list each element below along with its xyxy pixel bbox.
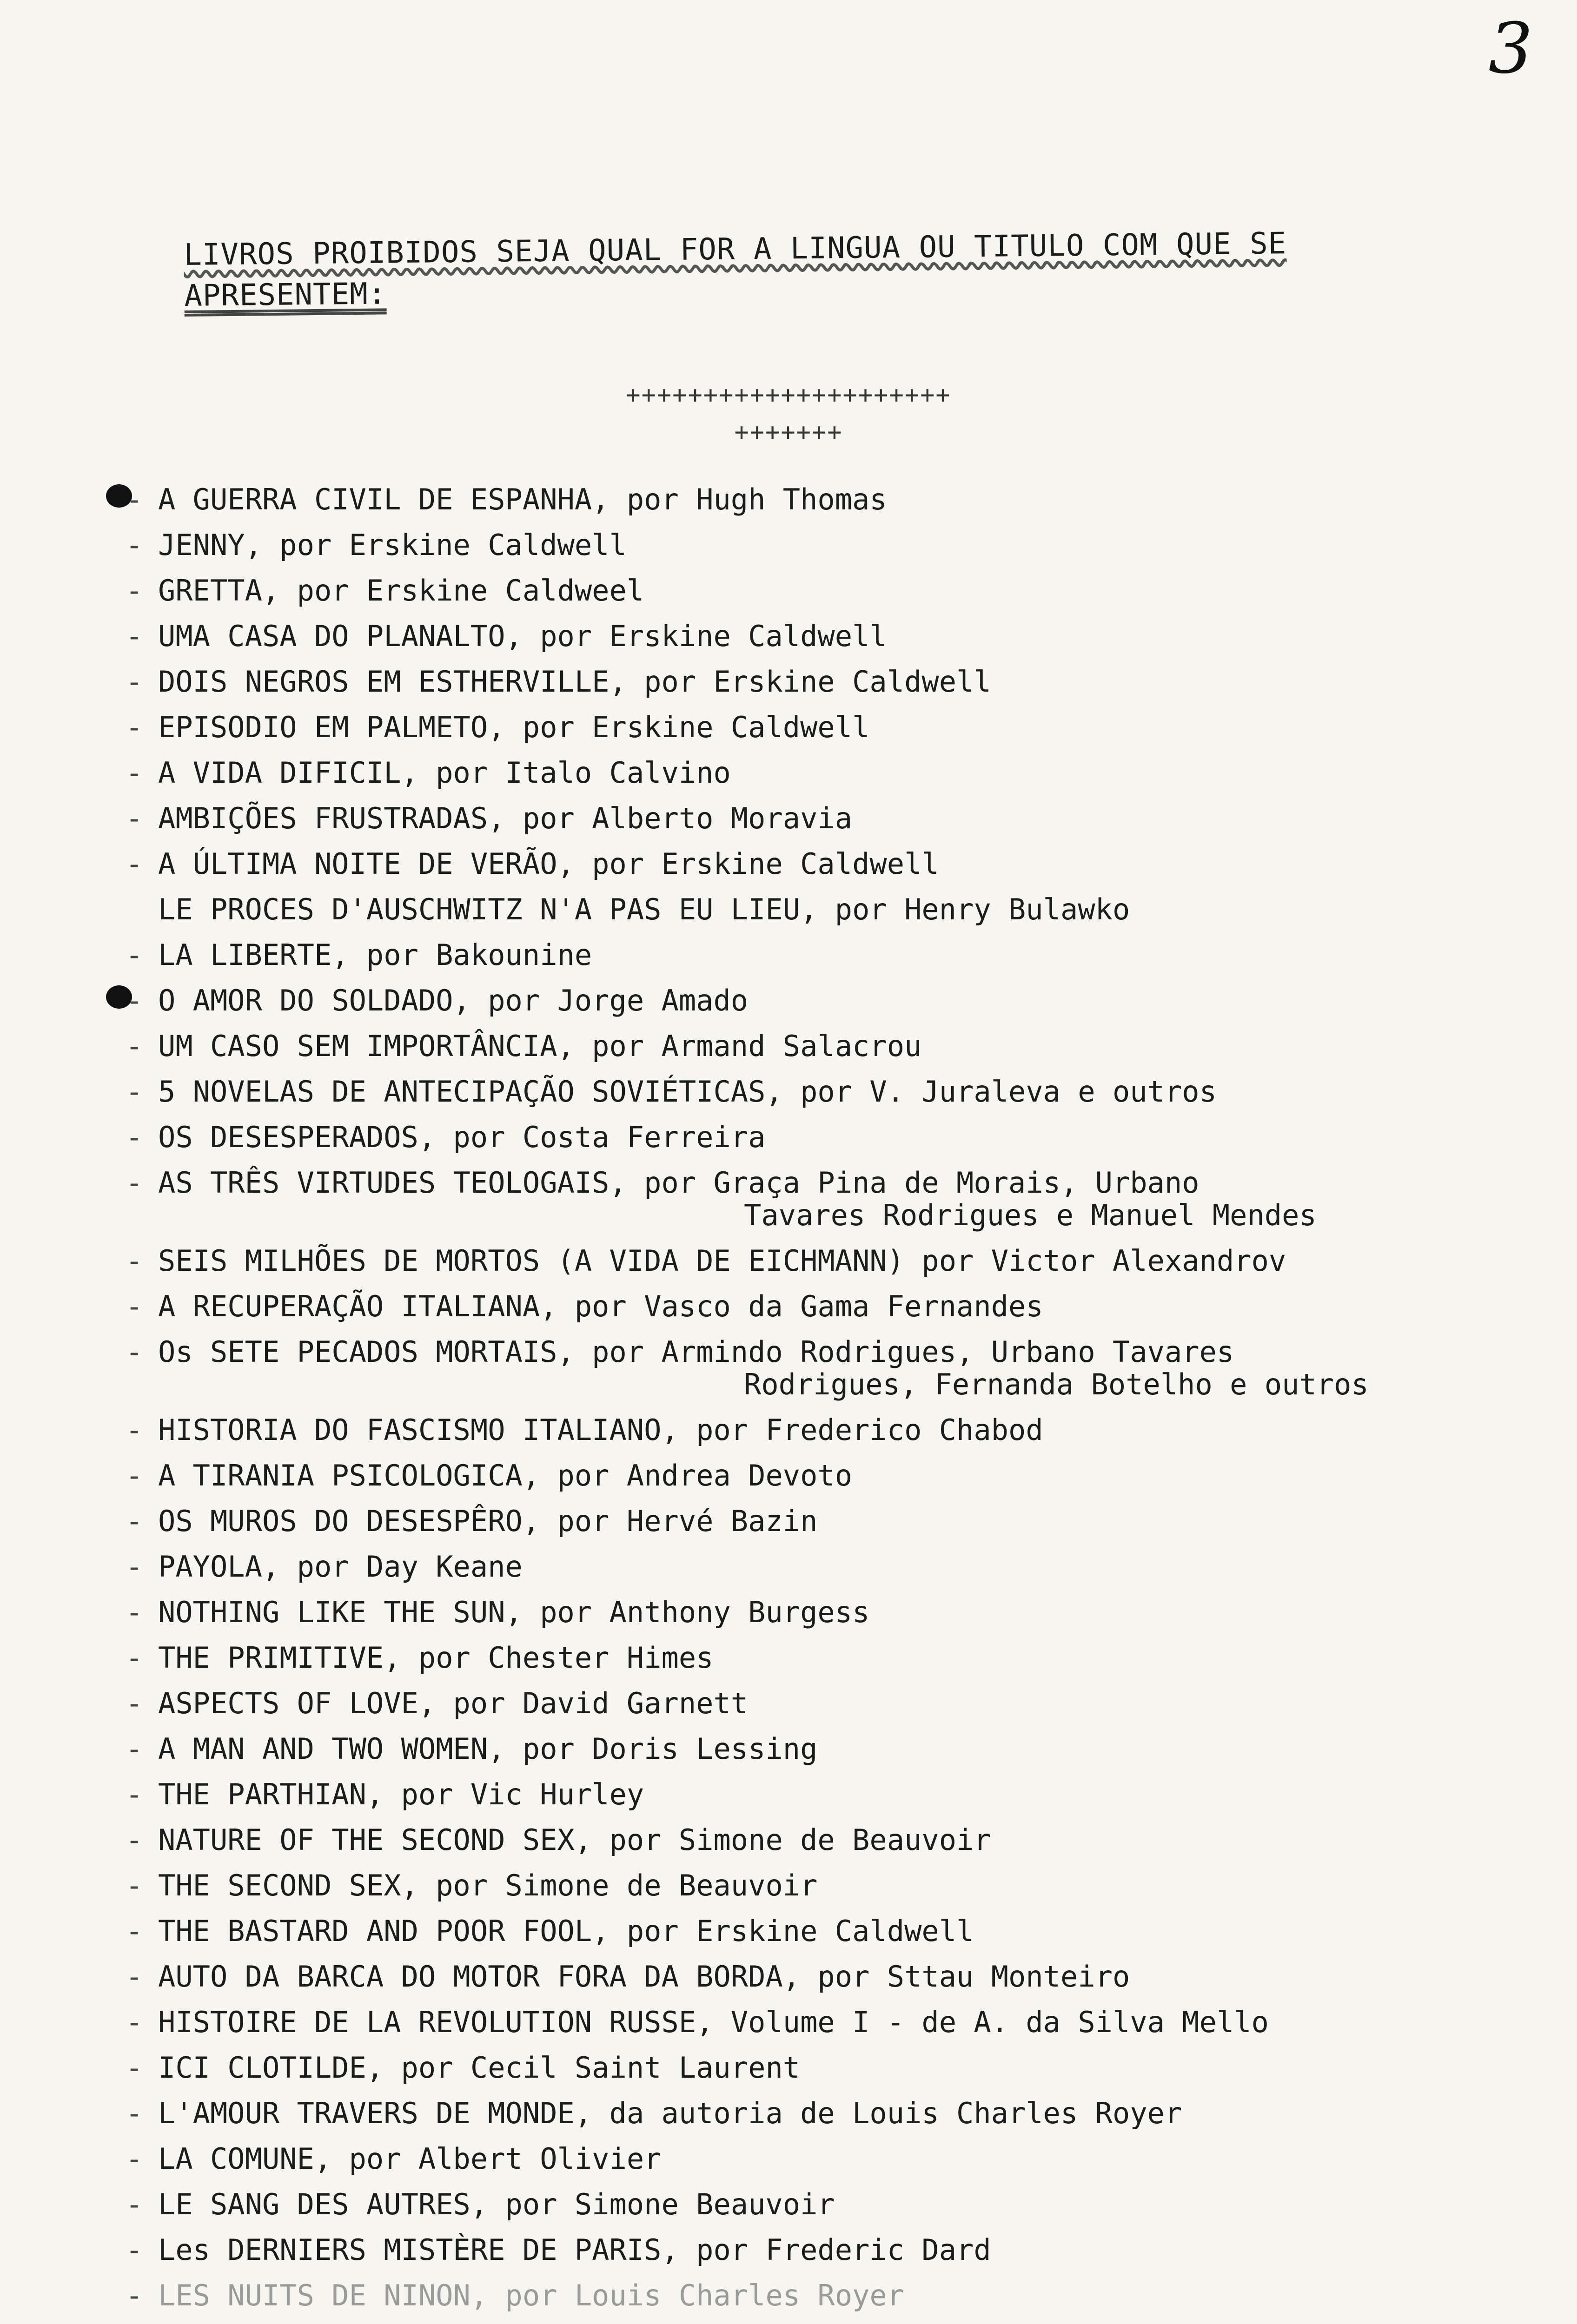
- list-dash-marker: -: [126, 2051, 143, 2085]
- book-entry: [126, 1121, 1474, 1167]
- list-dash-marker: -: [126, 2278, 143, 2312]
- book-entry-text: [158, 756, 731, 790]
- list-dash-marker: -: [126, 1641, 143, 1675]
- book-entry: [126, 1459, 1474, 1505]
- list-dash-marker: -: [126, 1550, 143, 1584]
- book-entry: [126, 1642, 1474, 1687]
- book-entry: [126, 2234, 1474, 2279]
- separator-line-1: +++++++++++++++++++++: [626, 381, 951, 409]
- book-entry: [126, 2143, 1474, 2188]
- book-entry-text: [158, 2096, 1182, 2130]
- book-entry-text: [158, 892, 1130, 926]
- book-entry-text: [158, 2142, 662, 2176]
- book-title-author: NATURE OF THE SECOND SEX, por Simone de Beauvoir: [158, 1823, 991, 1857]
- book-entry-text: [158, 1823, 991, 1857]
- book-title-author: THE SECOND SEX, por Simone de Beauvoir: [158, 1868, 818, 1902]
- book-entry: [126, 1076, 1474, 1121]
- book-authors-continued: Tavares Rodrigues e Manuel Mendes: [744, 1198, 1317, 1232]
- book-entry: [126, 1336, 1474, 1414]
- list-dash-marker: -: [126, 2187, 143, 2221]
- book-entry: [126, 1596, 1474, 1642]
- book-entry-text: [158, 1732, 817, 1766]
- list-dash-marker: -: [126, 1075, 143, 1109]
- book-authors-continued: Rodrigues, Fernanda Botelho e outros: [744, 1367, 1369, 1401]
- book-entry-text: [158, 1289, 1043, 1323]
- book-entry-text: [158, 1413, 1043, 1447]
- book-entry-text: [158, 1960, 1130, 1994]
- book-entry: [126, 1245, 1474, 1290]
- book-entry-text: [158, 2187, 835, 2221]
- book-entry: [126, 1733, 1474, 1778]
- book-entry-text: [158, 2278, 904, 2312]
- book-entry-text: [158, 938, 592, 972]
- book-entry: [126, 1824, 1474, 1869]
- book-title-author: AMBIÇÕES FRUSTRADAS, por Alberto Moravia: [158, 801, 853, 835]
- book-title-author: UMA CASA DO PLANALTO, por Erskine Caldwell: [158, 619, 887, 653]
- list-dash-marker: -: [126, 528, 143, 562]
- list-dash-marker: -: [126, 938, 143, 972]
- list-dash-marker: -: [126, 1413, 143, 1447]
- book-title-author: 5 NOVELAS DE ANTECIPAÇÃO SOVIÉTICAS, por V. Juraleva e outros: [158, 1075, 1217, 1109]
- book-entry-text: [158, 801, 852, 835]
- book-entry: [126, 574, 1474, 620]
- book-entry: [126, 620, 1474, 666]
- page-number: 3: [1488, 8, 1533, 89]
- list-dash-marker: -: [126, 1166, 143, 1200]
- book-entry: [126, 939, 1474, 984]
- book-entry: [126, 529, 1474, 574]
- heading-line-2: APRESENTEM:: [184, 277, 387, 313]
- book-entry-text: [158, 528, 627, 562]
- book-entry-text: [158, 1868, 817, 1902]
- list-dash-marker: -: [126, 2142, 143, 2176]
- book-title-author: HISTORIA DO FASCISMO ITALIANO, por Frederico Chabod: [158, 1413, 1043, 1447]
- book-entry-text: [158, 1550, 523, 1584]
- book-entry-text: [158, 1120, 765, 1154]
- book-title-author: LA COMUNE, por Albert Olivier: [158, 2142, 662, 2176]
- book-entry: [126, 2188, 1474, 2234]
- book-entry: [126, 1869, 1474, 1915]
- list-dash-marker: -: [126, 2096, 143, 2130]
- book-entry: [126, 666, 1474, 711]
- book-title-author: LE SANG DES AUTRES, por Simone Beauvoir: [158, 2187, 835, 2221]
- list-dash-marker: -: [126, 1960, 143, 1994]
- book-entry: [126, 483, 1474, 529]
- list-dash-marker: -: [126, 1504, 143, 1538]
- book-entry-text: [158, 1166, 1474, 1232]
- book-title-author: ICI CLOTILDE, por Cecil Saint Laurent: [158, 2051, 801, 2085]
- book-title-author: HISTOIRE DE LA REVOLUTION RUSSE, Volume I - de A. da Silva Mello: [158, 2005, 1269, 2039]
- book-title-author: LES NUITS DE NINON, por Louis Charles Royer: [158, 2278, 905, 2312]
- book-title-author: OS MUROS DO DESESPÊRO, por Hervé Bazin: [158, 1504, 818, 1538]
- book-title-author: AS TRÊS VIRTUDES TEOLOGAIS, por Graça Pina de Morais, Urbano: [158, 1166, 1199, 1200]
- book-title-author: THE BASTARD AND POOR FOOL, por Erskine Caldwell: [158, 1914, 974, 1948]
- list-dash-marker: -: [126, 756, 143, 790]
- book-entry: [126, 1551, 1474, 1596]
- book-entry-text: [158, 1777, 644, 1811]
- book-entry: [126, 757, 1474, 802]
- book-entry: [126, 1414, 1474, 1459]
- book-entry: [126, 802, 1474, 848]
- book-title-author: Os SETE PECADOS MORTAIS, por Armindo Rodrigues, Urbano Tavares: [158, 1335, 1234, 1369]
- book-title-author: EPISODIO EM PALMETO, por Erskine Caldwell: [158, 710, 870, 744]
- list-dash-marker: -: [126, 574, 143, 607]
- book-title-author: NOTHING LIKE THE SUN, por Anthony Burgess: [158, 1595, 870, 1629]
- book-entry: [126, 2097, 1474, 2143]
- book-entry: [126, 1030, 1474, 1076]
- book-entry-text: [158, 1504, 817, 1538]
- book-title-author: L'AMOUR TRAVERS DE MONDE, da autoria de Louis Charles Royer: [158, 2096, 1182, 2130]
- list-dash-marker: -: [126, 482, 143, 516]
- list-dash-marker: -: [126, 1244, 143, 1278]
- book-title-author: UM CASO SEM IMPORTÂNCIA, por Armand Salacrou: [158, 1029, 922, 1063]
- list-heading: [184, 222, 1375, 317]
- book-title-author: AUTO DA BARCA DO MOTOR FORA DA BORDA, por Sttau Monteiro: [158, 1960, 1130, 1994]
- book-title-author: Les DERNIERS MISTÈRE DE PARIS, por Frederic Dard: [158, 2233, 991, 2267]
- book-title-author: THE PRIMITIVE, por Chester Himes: [158, 1641, 714, 1675]
- book-title-author: GRETTA, por Erskine Caldweel: [158, 574, 644, 607]
- list-dash-marker: -: [126, 1732, 143, 1766]
- book-title-author: LE PROCES D'AUSCHWITZ N'A PAS EU LIEU, por Henry Bulawko: [158, 892, 1130, 926]
- book-entry-text: [158, 665, 991, 699]
- book-entry-text: [158, 2233, 991, 2267]
- book-title-author: A VIDA DIFICIL, por Italo Calvino: [158, 756, 731, 790]
- list-dash-marker: -: [126, 1335, 143, 1369]
- book-entry-text: [158, 984, 748, 1017]
- book-entry-text: [158, 2051, 800, 2085]
- list-dash-marker: -: [126, 1868, 143, 1902]
- list-dash-marker: -: [126, 1914, 143, 1948]
- book-entry-text: [158, 1335, 1474, 1401]
- book-title-author: ASPECTS OF LOVE, por David Garnett: [158, 1686, 749, 1720]
- book-title-author: OS DESESPERADOS, por Costa Ferreira: [158, 1120, 766, 1154]
- book-title-author: O AMOR DO SOLDADO, por Jorge Amado: [158, 984, 749, 1017]
- list-dash-marker: -: [126, 847, 143, 881]
- book-title-author: A MAN AND TWO WOMEN, por Doris Lessing: [158, 1732, 818, 1766]
- separator-line-2: +++++++: [734, 418, 843, 446]
- book-entry: [126, 984, 1474, 1030]
- list-dash-marker: -: [126, 1777, 143, 1811]
- book-title-author: A GUERRA CIVIL DE ESPANHA, por Hugh Thomas: [158, 482, 887, 516]
- book-title-author: A RECUPERAÇÃO ITALIANA, por Vasco da Gama Fernandes: [158, 1289, 1043, 1323]
- book-title-author: LA LIBERTE, por Bakounine: [158, 938, 592, 972]
- book-entry: [126, 1687, 1474, 1733]
- list-dash-marker: -: [126, 710, 143, 744]
- book-entry: [126, 2279, 1474, 2324]
- book-entry-text: [158, 619, 887, 653]
- heading-line-1: LIVROS PROIBIDOS SEJA QUAL FOR A LINGUA OU TITULO COM QUE SE: [184, 226, 1287, 272]
- book-entry-text: [158, 710, 869, 744]
- list-dash-marker: -: [126, 1686, 143, 1720]
- book-title-author: A TIRANIA PSICOLOGICA, por Andrea Devoto: [158, 1459, 853, 1492]
- book-entry: [126, 1915, 1474, 1961]
- book-entry-text: [158, 1459, 852, 1492]
- book-title-author: JENNY, por Erskine Caldwell: [158, 528, 627, 562]
- book-entry-text: [158, 1641, 713, 1675]
- book-entry: [126, 2052, 1474, 2097]
- book-title-author: A ÚLTIMA NOITE DE VERÃO, por Erskine Caldwell: [158, 847, 939, 881]
- book-entry-text: [158, 847, 939, 881]
- list-dash-marker: -: [126, 2233, 143, 2267]
- list-dash-marker: -: [126, 2005, 143, 2039]
- book-title-author: SEIS MILHÕES DE MORTOS (A VIDA DE EICHMANN) por Victor Alexandrov: [158, 1244, 1286, 1278]
- list-dash-marker: -: [126, 984, 143, 1017]
- book-entry: [126, 1505, 1474, 1551]
- list-dash-marker: -: [126, 801, 143, 835]
- list-dash-marker: -: [126, 1459, 143, 1492]
- book-entry-text: [158, 1686, 748, 1720]
- list-dash-marker: -: [126, 1029, 143, 1063]
- book-entry: [126, 711, 1474, 757]
- book-entry-text: [158, 1595, 869, 1629]
- book-entry: [126, 848, 1474, 893]
- book-entry: [126, 2006, 1474, 2052]
- book-entry: [126, 1778, 1474, 1824]
- book-title-author: DOIS NEGROS EM ESTHERVILLE, por Erskine Caldwell: [158, 665, 991, 699]
- list-dash-marker: -: [126, 665, 143, 699]
- book-entry-text: [158, 1075, 1217, 1109]
- list-dash-marker: -: [126, 1289, 143, 1323]
- book-entry-text: [158, 574, 644, 607]
- list-dash-marker: -: [126, 1823, 143, 1857]
- book-title-author: THE PARTHIAN, por Vic Hurley: [158, 1777, 644, 1811]
- prohibited-books-list: [126, 483, 1474, 2324]
- book-entry-text: [158, 2005, 1269, 2039]
- book-entry-text: [158, 482, 887, 516]
- book-title-author: PAYOLA, por Day Keane: [158, 1550, 523, 1584]
- book-entry-text: [158, 1244, 1286, 1278]
- book-entry-text: [158, 1029, 921, 1063]
- book-entry: [126, 1167, 1474, 1245]
- list-dash-marker: -: [126, 1595, 143, 1629]
- list-dash-marker: -: [126, 619, 143, 653]
- book-entry: [126, 1961, 1474, 2006]
- book-entry: [126, 1290, 1474, 1336]
- list-dash-marker: -: [126, 1120, 143, 1154]
- book-entry: [126, 893, 1474, 939]
- book-entry-text: [158, 1914, 974, 1948]
